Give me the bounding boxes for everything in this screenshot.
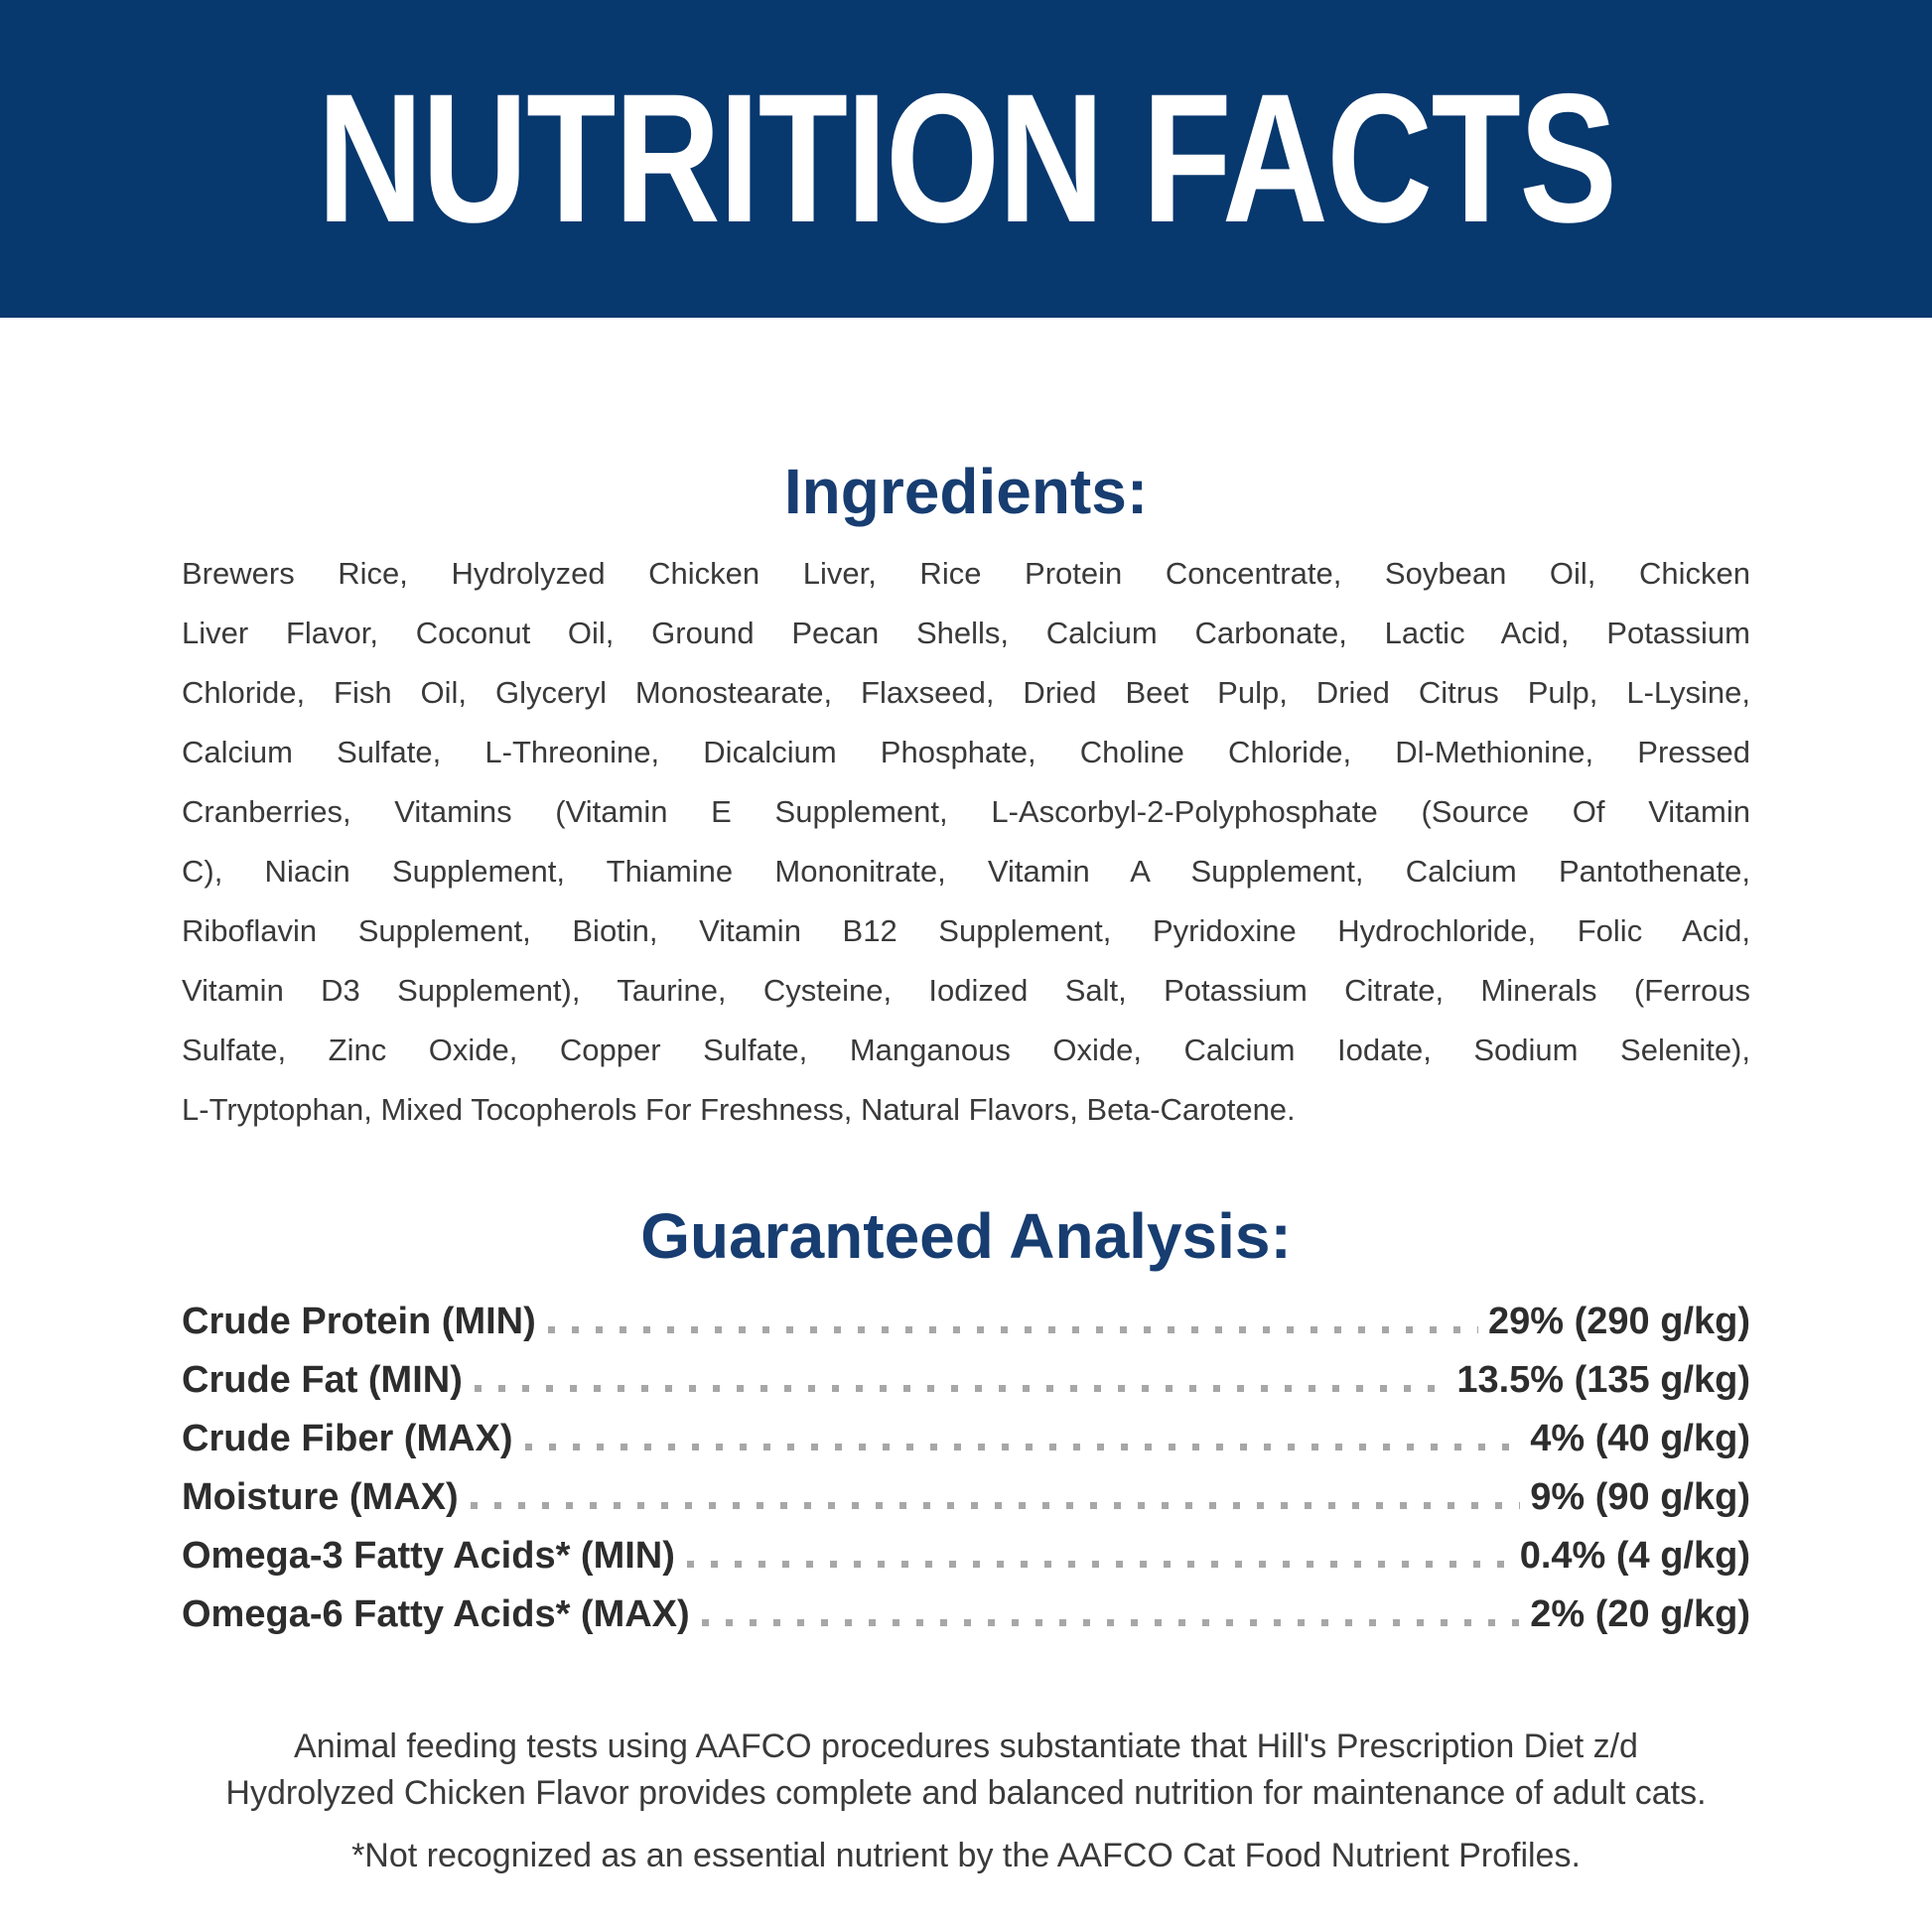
asterisk-note: *Not recognized as an essential nutrient by the AAFCO Cat Food Nutrient Profiles. (351, 1837, 1581, 1874)
dot-leader (548, 1326, 1478, 1333)
aafco-statement (182, 1724, 1750, 1817)
nutrient-label: Moisture (MAX) (182, 1476, 459, 1518)
nutrition-facts-banner (0, 0, 1932, 318)
nutrient-label: Crude Fat (MIN) (182, 1359, 463, 1401)
ingredient-line: Riboflavin Supplement, Biotin, Vitamin B12 Supplement, Pyridoxine Hydrochloride, Folic Acid, (182, 913, 1750, 948)
label-content (0, 457, 1932, 1879)
page-title: NUTRITION FACTS (317, 56, 1615, 261)
nutrient-value: 4% (40 g/kg) (1530, 1418, 1750, 1459)
ingredient-line: Liver Flavor, Coconut Oil, Ground Pecan Shells, Calcium Carbonate, Lactic Acid, Potassium (182, 616, 1750, 650)
ingredient-line: Sulfate, Zinc Oxide, Copper Sulfate, Manganous Oxide, Calcium Iodate, Sodium Selenite), (182, 1033, 1750, 1067)
nutrient-label: Crude Fiber (MAX) (182, 1418, 513, 1459)
aafco-statement-line: Hydrolyzed Chicken Flavor provides complete and balanced nutrition for maintenance of adult cats. (225, 1774, 1707, 1812)
ingredient-line: C), Niacin Supplement, Thiamine Mononitrate, Vitamin A Supplement, Calcium Pantothenate, (182, 854, 1750, 889)
guaranteed-analysis-row (182, 1293, 1750, 1351)
dot-leader (687, 1561, 1510, 1568)
aafco-statement-line: Animal feeding tests using AAFCO procedures substantiate that Hill's Prescription Diet z/d (294, 1727, 1638, 1765)
nutrient-label: Omega-6 Fatty Acids* (MAX) (182, 1593, 690, 1635)
ingredient-line: Cranberries, Vitamins (Vitamin E Supplement, L-Ascorbyl-2-Polyphosphate (Source Of Vitamin (182, 794, 1750, 829)
nutrient-value: 2% (20 g/kg) (1530, 1593, 1750, 1635)
nutrient-value: 13.5% (135 g/kg) (1456, 1359, 1750, 1401)
ingredients-text (182, 544, 1750, 1140)
guaranteed-analysis-row (182, 1527, 1750, 1586)
dot-leader (471, 1502, 1521, 1509)
ingredient-line: Vitamin D3 Supplement), Taurine, Cysteine, Iodized Salt, Potassium Citrate, Minerals (Ferrous (182, 973, 1750, 1008)
ingredient-line: Brewers Rice, Hydrolyzed Chicken Liver, Rice Protein Concentrate, Soybean Oil, Chicken (182, 556, 1750, 591)
guaranteed-analysis-heading: Guaranteed Analysis: (640, 1200, 1292, 1272)
dot-leader (475, 1385, 1447, 1392)
guaranteed-analysis-row (182, 1410, 1750, 1468)
guaranteed-analysis-row (182, 1586, 1750, 1644)
nutrient-label: Crude Protein (MIN) (182, 1301, 536, 1342)
ingredient-line: Chloride, Fish Oil, Glyceryl Monostearate, Flaxseed, Dried Beet Pulp, Dried Citrus Pulp, L-Lysine, (182, 675, 1750, 710)
nutrient-value: 9% (90 g/kg) (1530, 1476, 1750, 1518)
dot-leader (525, 1444, 1521, 1450)
dot-leader (702, 1619, 1521, 1626)
nutrient-value: 0.4% (4 g/kg) (1519, 1535, 1750, 1577)
ingredient-line: L-Tryptophan, Mixed Tocopherols For Freshness, Natural Flavors, Beta-Carotene. (182, 1092, 1296, 1127)
ingredients-heading: Ingredients: (783, 456, 1149, 527)
nutrient-value: 29% (290 g/kg) (1488, 1301, 1750, 1342)
guaranteed-analysis-row (182, 1351, 1750, 1410)
guaranteed-analysis-row (182, 1468, 1750, 1527)
nutrient-label: Omega-3 Fatty Acids* (MIN) (182, 1535, 675, 1577)
guaranteed-analysis-table (182, 1293, 1750, 1644)
ingredient-line: Calcium Sulfate, L-Threonine, Dicalcium Phosphate, Choline Chloride, Dl-Methionine, Pressed (182, 735, 1750, 769)
